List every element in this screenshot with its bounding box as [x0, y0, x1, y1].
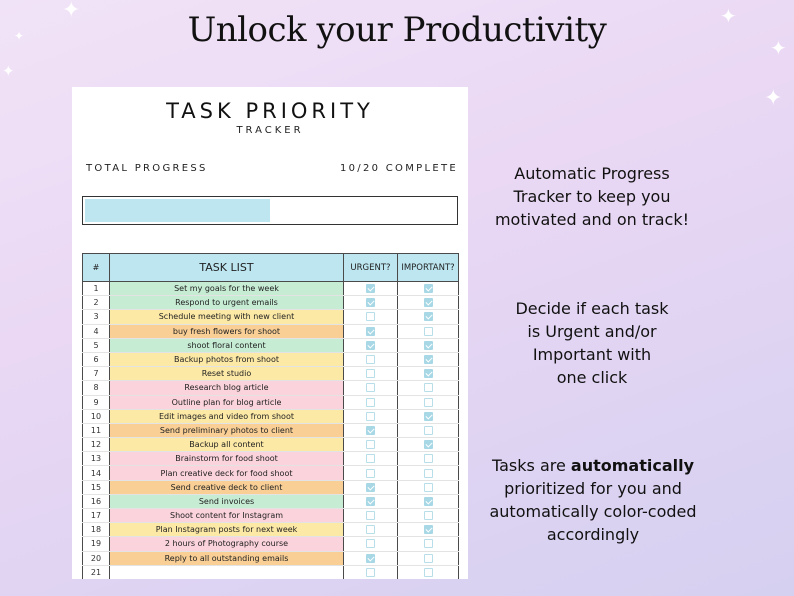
table-row: [83, 338, 459, 352]
feature-text: Tasks are: [491, 456, 571, 475]
feature-urgent-important: [482, 297, 702, 389]
important-cell: [398, 367, 459, 381]
table-row: [83, 551, 459, 565]
task-name[interactable]: buy fresh flowers for shoot: [110, 324, 344, 338]
feature-line: motivated and on track!: [494, 210, 690, 229]
feature-line: Tracker to keep you: [513, 187, 671, 206]
progress-label: TOTAL PROGRESS: [86, 163, 208, 174]
table-row: [83, 565, 459, 579]
table-row: [83, 367, 459, 381]
task-number: 2: [83, 296, 110, 310]
task-number: 14: [83, 466, 110, 480]
important-cell: [398, 409, 459, 423]
urgent-cell: [344, 565, 398, 579]
task-name[interactable]: shoot floral content: [110, 338, 344, 352]
task-name[interactable]: Backup all content: [110, 438, 344, 452]
table-row: [83, 352, 459, 366]
important-cell: [398, 523, 459, 537]
important-cell: [398, 509, 459, 523]
table-row: [83, 296, 459, 310]
table-row: [83, 409, 459, 423]
important-checkbox[interactable]: [424, 568, 433, 577]
important-cell: [398, 438, 459, 452]
feature-line: automatically color-coded: [489, 502, 697, 521]
urgent-cell: [344, 296, 398, 310]
important-cell: [398, 466, 459, 480]
table-header-row: [83, 254, 459, 282]
urgent-checkbox[interactable]: [366, 312, 375, 321]
important-checkbox[interactable]: [424, 369, 433, 378]
task-name[interactable]: Reply to all outstanding emails: [110, 551, 344, 565]
table-row: [83, 452, 459, 466]
task-number: 8: [83, 381, 110, 395]
task-name[interactable]: Backup photos from shoot: [110, 352, 344, 366]
urgent-cell: [344, 282, 398, 296]
urgent-checkbox[interactable]: [366, 497, 375, 506]
task-name[interactable]: Set my goals for the week: [110, 282, 344, 296]
table-row: [83, 423, 459, 437]
urgent-checkbox[interactable]: [366, 327, 375, 336]
important-checkbox[interactable]: [424, 284, 433, 293]
table-row: [83, 480, 459, 494]
sparkle-icon: ✦: [720, 4, 737, 28]
headline: Unlock your Productivity: [187, 10, 607, 50]
urgent-cell: [344, 310, 398, 324]
urgent-cell: [344, 537, 398, 551]
urgent-cell: [344, 438, 398, 452]
task-name[interactable]: Shoot content for Instagram: [110, 509, 344, 523]
task-name[interactable]: Send preliminary photos to client: [110, 423, 344, 437]
urgent-cell: [344, 381, 398, 395]
feature-line: [470, 454, 716, 477]
column-header-urgent: URGENT?: [344, 254, 398, 282]
important-checkbox[interactable]: [424, 469, 433, 478]
sparkle-icon: ✦: [62, 0, 81, 23]
task-name[interactable]: [110, 565, 344, 579]
task-name[interactable]: Outline plan for blog article: [110, 395, 344, 409]
urgent-checkbox[interactable]: [366, 440, 375, 449]
important-cell: [398, 551, 459, 565]
feature-line: accordingly: [546, 525, 640, 544]
task-number: 6: [83, 352, 110, 366]
urgent-checkbox[interactable]: [366, 454, 375, 463]
table-row: [83, 466, 459, 480]
urgent-checkbox[interactable]: [366, 554, 375, 563]
progress-bar-fill: [85, 199, 270, 222]
task-number: 16: [83, 494, 110, 508]
important-checkbox[interactable]: [424, 383, 433, 392]
column-header-number: #: [83, 254, 110, 282]
feature-line: prioritized for you and: [504, 479, 682, 498]
important-checkbox[interactable]: [424, 525, 433, 534]
important-cell: [398, 480, 459, 494]
urgent-checkbox[interactable]: [366, 568, 375, 577]
important-checkbox[interactable]: [424, 511, 433, 520]
table-row: [83, 282, 459, 296]
important-checkbox[interactable]: [424, 327, 433, 336]
urgent-checkbox[interactable]: [366, 298, 375, 307]
task-name[interactable]: Brainstorm for food shoot: [110, 452, 344, 466]
sheet-subtitle: TRACKER: [236, 125, 304, 136]
urgent-checkbox[interactable]: [366, 355, 375, 364]
important-cell: [398, 381, 459, 395]
urgent-checkbox[interactable]: [366, 483, 375, 492]
task-table: [82, 253, 459, 579]
table-row: [83, 310, 459, 324]
task-name[interactable]: Respond to urgent emails: [110, 296, 344, 310]
important-checkbox[interactable]: [424, 398, 433, 407]
table-row: [83, 494, 459, 508]
column-header-task-list: TASK LIST: [110, 254, 344, 282]
important-cell: [398, 310, 459, 324]
table-row: [83, 537, 459, 551]
important-checkbox[interactable]: [424, 539, 433, 548]
urgent-cell: [344, 509, 398, 523]
progress-count: 10/20 COMPLETE: [339, 163, 458, 174]
urgent-checkbox[interactable]: [366, 469, 375, 478]
task-name[interactable]: Reset studio: [110, 367, 344, 381]
task-name[interactable]: 2 hours of Photography course: [110, 537, 344, 551]
task-number: 5: [83, 338, 110, 352]
sparkle-icon: ✦: [2, 62, 15, 80]
task-number: 17: [83, 509, 110, 523]
important-checkbox[interactable]: [424, 412, 433, 421]
table-row: [83, 324, 459, 338]
task-number: 11: [83, 423, 110, 437]
important-cell: [398, 452, 459, 466]
important-checkbox[interactable]: [424, 426, 433, 435]
urgent-cell: [344, 395, 398, 409]
urgent-cell: [344, 551, 398, 565]
urgent-checkbox[interactable]: [366, 412, 375, 421]
task-name[interactable]: Send creative deck to client: [110, 480, 344, 494]
urgent-cell: [344, 338, 398, 352]
important-cell: [398, 537, 459, 551]
important-cell: [398, 296, 459, 310]
feature-line: Decide if each task: [515, 299, 669, 318]
task-number: 7: [83, 367, 110, 381]
important-checkbox[interactable]: [424, 497, 433, 506]
urgent-checkbox[interactable]: [366, 539, 375, 548]
table-row: [83, 395, 459, 409]
task-number: 20: [83, 551, 110, 565]
important-checkbox[interactable]: [424, 298, 433, 307]
table-row: [83, 523, 459, 537]
important-checkbox[interactable]: [424, 440, 433, 449]
important-checkbox[interactable]: [424, 355, 433, 364]
urgent-checkbox[interactable]: [366, 525, 375, 534]
urgent-cell: [344, 480, 398, 494]
feature-line: one click: [556, 368, 628, 387]
urgent-checkbox[interactable]: [366, 341, 375, 350]
urgent-cell: [344, 409, 398, 423]
important-cell: [398, 282, 459, 296]
task-name[interactable]: Edit images and video from shoot: [110, 409, 344, 423]
urgent-checkbox[interactable]: [366, 511, 375, 520]
urgent-cell: [344, 452, 398, 466]
column-header-important: IMPORTANT?: [398, 254, 459, 282]
feature-progress: [482, 162, 702, 231]
urgent-checkbox[interactable]: [366, 369, 375, 378]
sheet-title: TASK PRIORITY: [166, 99, 374, 123]
urgent-checkbox[interactable]: [366, 284, 375, 293]
important-cell: [398, 565, 459, 579]
task-name[interactable]: Plan creative deck for food shoot: [110, 466, 344, 480]
task-number: 3: [83, 310, 110, 324]
urgent-cell: [344, 324, 398, 338]
task-number: 4: [83, 324, 110, 338]
important-cell: [398, 423, 459, 437]
sparkle-icon: ✦: [14, 29, 25, 43]
feature-line: is Urgent and/or: [527, 322, 657, 341]
task-number: 19: [83, 537, 110, 551]
important-cell: [398, 338, 459, 352]
important-checkbox[interactable]: [424, 341, 433, 350]
important-cell: [398, 352, 459, 366]
urgent-checkbox[interactable]: [366, 383, 375, 392]
important-checkbox[interactable]: [424, 312, 433, 321]
important-cell: [398, 494, 459, 508]
task-name[interactable]: Plan Instagram posts for next week: [110, 523, 344, 537]
task-number: 18: [83, 523, 110, 537]
task-number: 15: [83, 480, 110, 494]
urgent-cell: [344, 523, 398, 537]
feature-emphasis: automatically: [570, 456, 695, 475]
urgent-checkbox[interactable]: [366, 426, 375, 435]
urgent-checkbox[interactable]: [366, 398, 375, 407]
table-row: [83, 381, 459, 395]
feature-line: Important with: [532, 345, 652, 364]
urgent-cell: [344, 494, 398, 508]
task-number: 10: [83, 409, 110, 423]
task-number: 1: [83, 282, 110, 296]
progress-bar: [82, 196, 458, 225]
important-checkbox[interactable]: [424, 454, 433, 463]
task-name[interactable]: Send invoices: [110, 494, 344, 508]
task-priority-sheet: [72, 87, 468, 579]
task-name[interactable]: Schedule meeting with new client: [110, 310, 344, 324]
table-row: [83, 509, 459, 523]
urgent-cell: [344, 466, 398, 480]
feature-auto-priority: [470, 454, 716, 546]
task-number: 21: [83, 565, 110, 579]
task-number: 9: [83, 395, 110, 409]
task-number: 12: [83, 438, 110, 452]
feature-line: Automatic Progress: [514, 164, 670, 183]
task-rows: [83, 282, 459, 580]
urgent-cell: [344, 367, 398, 381]
table-row: [83, 438, 459, 452]
sparkle-icon: ✦: [770, 36, 787, 60]
important-cell: [398, 395, 459, 409]
important-checkbox[interactable]: [424, 483, 433, 492]
sparkle-icon: ✦: [764, 86, 783, 111]
urgent-cell: [344, 423, 398, 437]
urgent-cell: [344, 352, 398, 366]
task-name[interactable]: Research blog article: [110, 381, 344, 395]
important-checkbox[interactable]: [424, 554, 433, 563]
important-cell: [398, 324, 459, 338]
task-number: 13: [83, 452, 110, 466]
